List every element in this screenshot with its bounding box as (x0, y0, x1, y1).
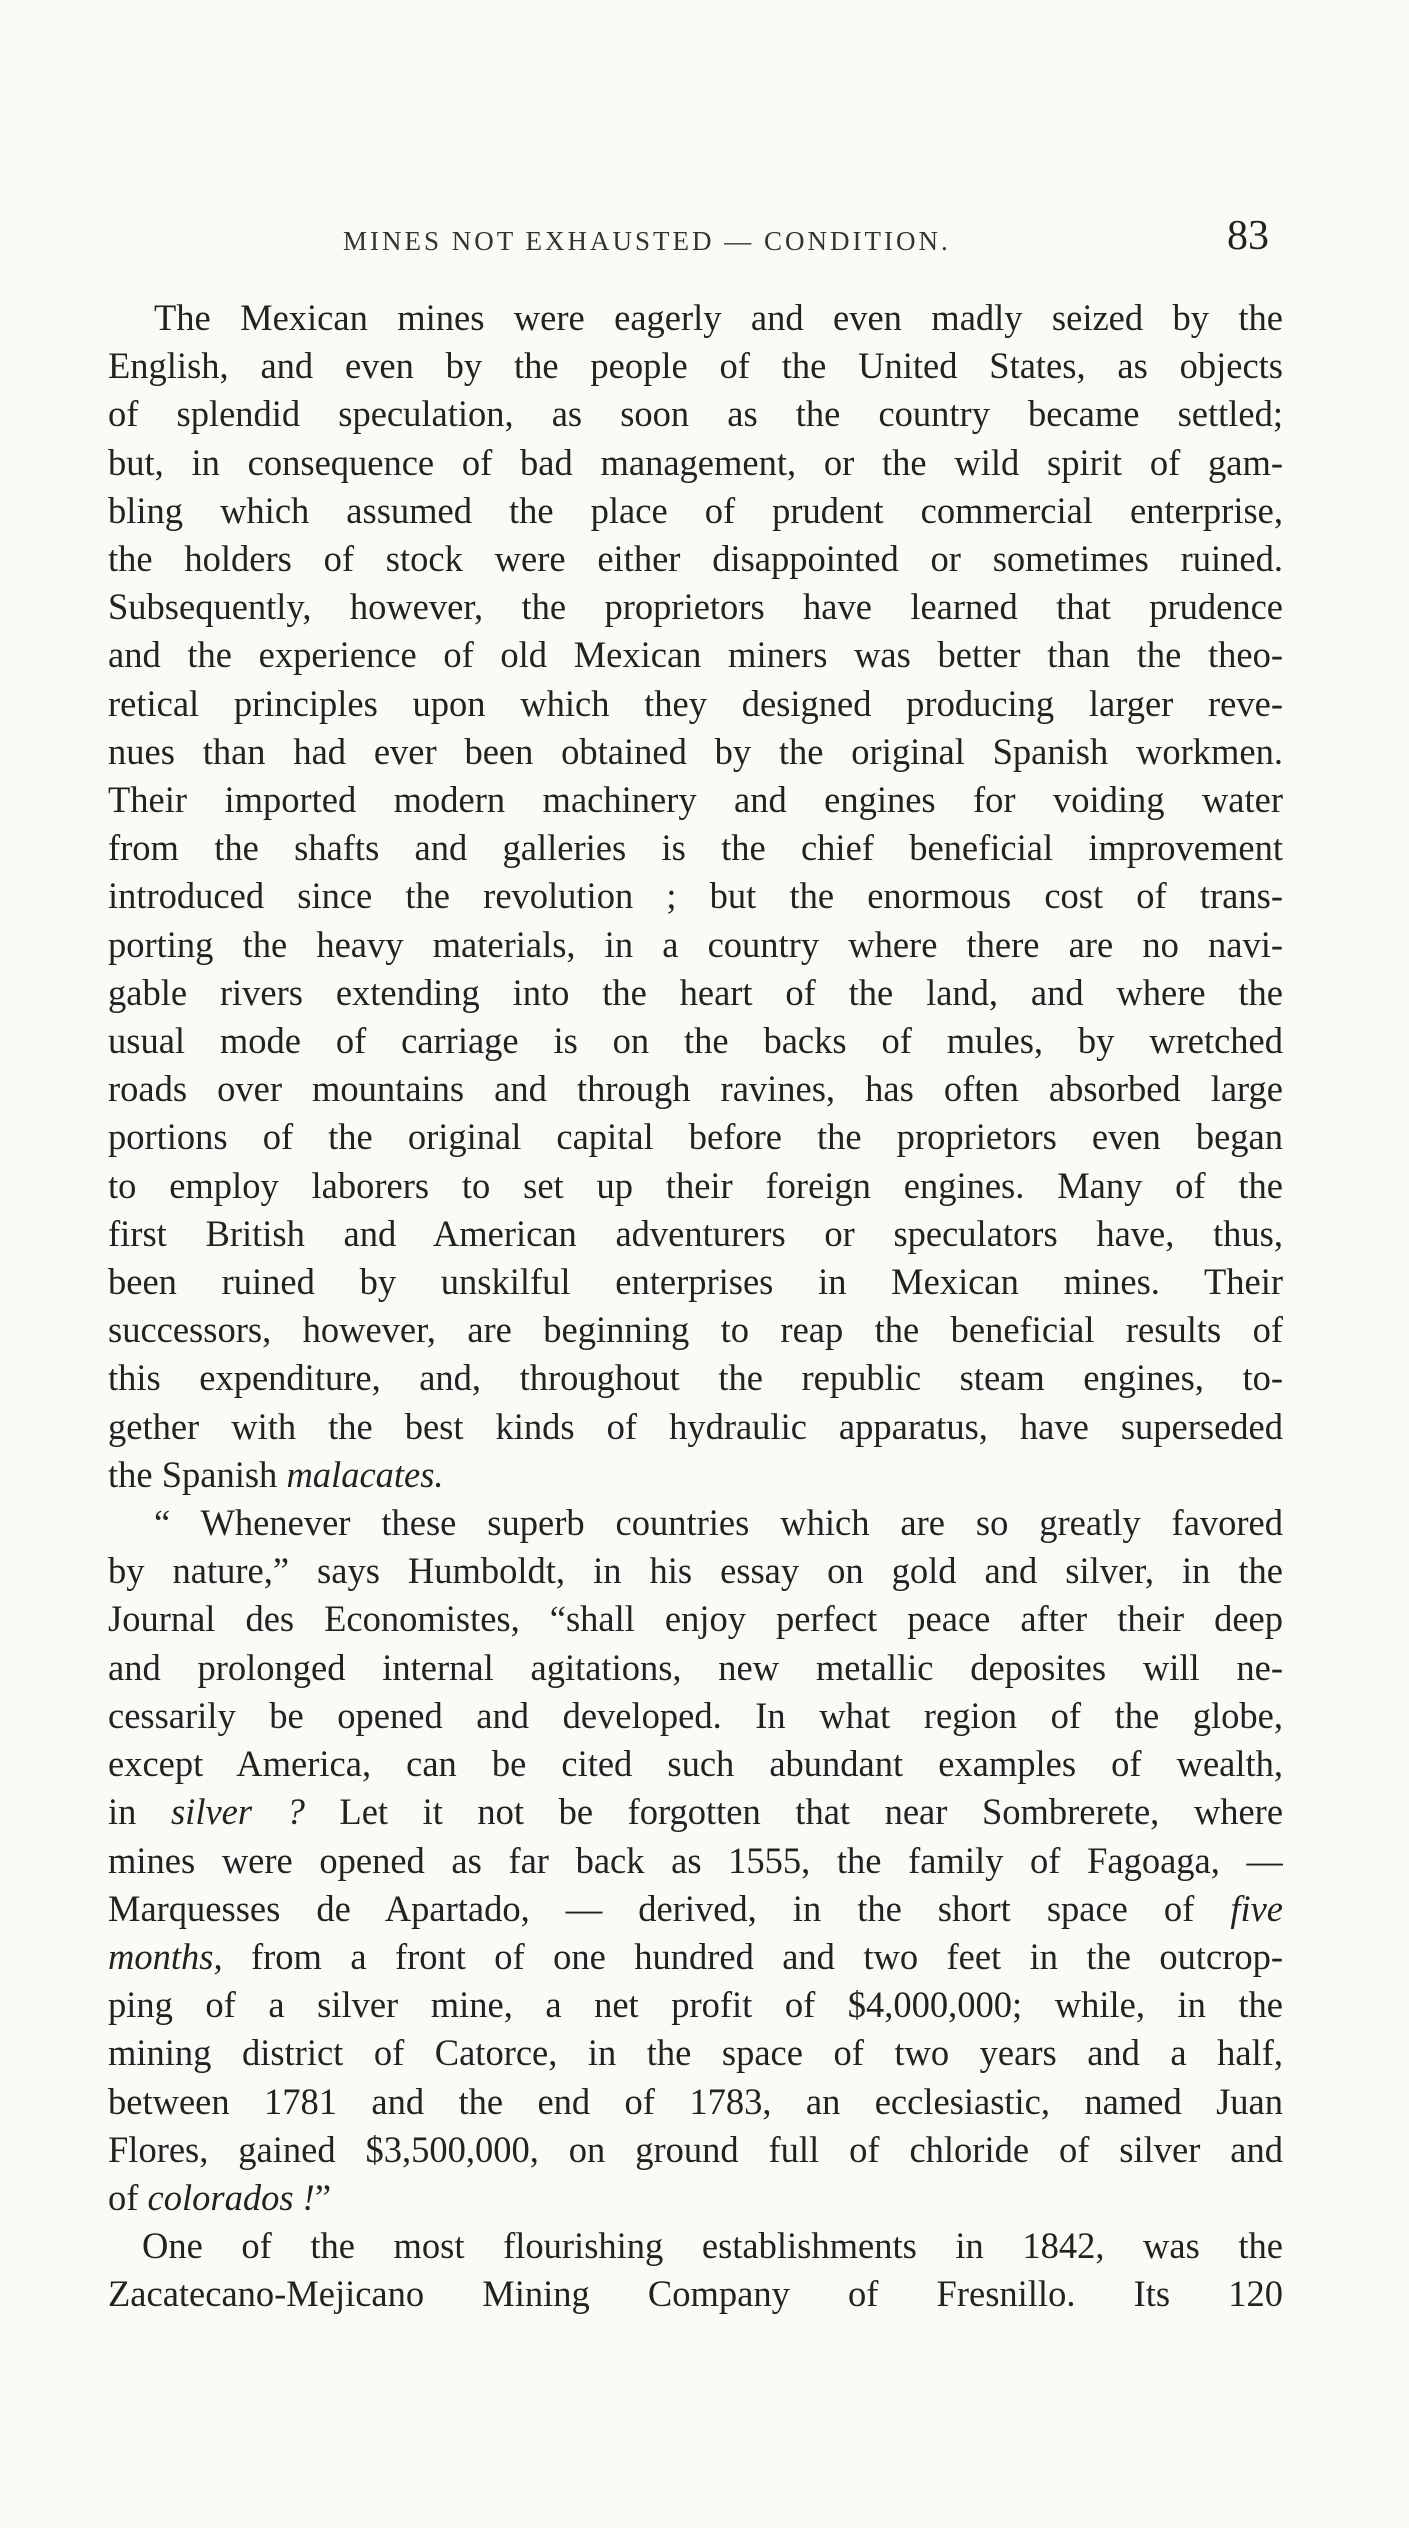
text-line: mines were opened as far back as 1555, the family of Fagoaga, — (108, 1839, 1283, 1881)
text-segment: Let it not be forgotten that near Sombrerete, where (339, 1791, 1283, 1833)
text-line: and prolonged internal agitations, new metallic deposites will ne- (108, 1646, 1283, 1688)
italic-term: months, (108, 1935, 223, 1977)
text-line: Zacatecano-Mejicano Mining Company of Fresnillo. Its 120 (108, 2273, 1283, 2315)
text-line: first British and American adventurers or speculators have, thus, (108, 1212, 1283, 1254)
text-line: introduced since the revolution ; but the enormous cost of trans- (108, 875, 1283, 917)
text-line: from the shafts and galleries is the chief beneficial improvement (108, 827, 1283, 869)
italic-term: malacates. (286, 1453, 444, 1495)
text-line: except America, can be cited such abundant examples of wealth, (108, 1743, 1283, 1785)
page-number: 83 (1227, 213, 1269, 259)
italic-term: silver ? (170, 1791, 305, 1833)
text-line: One of the most flourishing establishments in 1842, was the (142, 2225, 1283, 2267)
text-line: by nature,” says Humboldt, in his essay on gold and silver, in the (108, 1550, 1283, 1592)
text-segment: of (108, 2176, 139, 2218)
text-line: English, and even by the people of the United States, as objects (108, 345, 1283, 387)
text-segment: in (108, 1791, 137, 1833)
text-segment: Marquesses de Apartado, — derived, in the short space of (108, 1887, 1195, 1929)
text-line (108, 2174, 1283, 2222)
text-line (108, 1933, 1283, 1981)
text-line: of splendid speculation, as soon as the country became settled; (108, 393, 1283, 435)
closing-quote: ” (314, 2176, 332, 2218)
italic-term: five (1230, 1887, 1283, 1929)
text-line: been ruined by unskilful enterprises in Mexican mines. Their (108, 1261, 1283, 1303)
italic-term: colorados ! (147, 2176, 315, 2218)
text-line: Flores, gained $3,500,000, on ground full of chloride of silver and (108, 2128, 1283, 2170)
body-text (108, 294, 1283, 2319)
running-head-title: MINES NOT EXHAUSTED — CONDITION. (343, 226, 951, 256)
text-segment: the Spanish (108, 1453, 278, 1495)
text-line: gable rivers extending into the heart of the land, and where the (108, 971, 1283, 1013)
text-line: this expenditure, and, throughout the republic steam engines, to- (108, 1357, 1283, 1399)
text-line: ping of a silver mine, a net profit of $4,000,000; while, in the (108, 1984, 1283, 2026)
text-line: porting the heavy materials, in a country where there are no navi- (108, 923, 1283, 965)
text-line: successors, however, are beginning to reap the beneficial results of (108, 1309, 1283, 1351)
text-line (108, 1788, 1283, 1836)
text-line: The Mexican mines were eagerly and even madly seized by the (154, 297, 1283, 338)
text-segment: from a front of one hundred and two feet in the outcrop- (251, 1935, 1283, 1977)
text-line (108, 1885, 1283, 1933)
text-line: portions of the original capital before the proprietors even began (108, 1116, 1283, 1158)
text-line: retical principles upon which they designed producing larger reve- (108, 682, 1283, 724)
text-line: bling which assumed the place of prudent commercial enterprise, (108, 489, 1283, 531)
text-line: mining district of Catorce, in the space of two years and a half, (108, 2032, 1283, 2074)
text-line: cessarily be opened and developed. In what region of the globe, (108, 1694, 1283, 1736)
text-line: between 1781 and the end of 1783, an ecclesiastic, named Juan (108, 2080, 1283, 2122)
text-line: Journal des Economistes, “shall enjoy perfect peace after their deep (108, 1598, 1283, 1640)
text-line: “ Whenever these superb countries which are so greatly favored (154, 1502, 1283, 1544)
running-head (108, 212, 1283, 272)
text-line: Their imported modern machinery and engines for voiding water (108, 779, 1283, 821)
text-line: usual mode of carriage is on the backs of mules, by wretched (108, 1020, 1283, 1062)
text-line: the holders of stock were either disappointed or sometimes ruined. (108, 538, 1283, 580)
text-line: roads over mountains and through ravines, has often absorbed large (108, 1068, 1283, 1110)
text-line: and the experience of old Mexican miners was better than the theo- (108, 634, 1283, 676)
text-line: gether with the best kinds of hydraulic apparatus, have superseded (108, 1405, 1283, 1447)
text-line: to employ laborers to set up their foreign engines. Many of the (108, 1164, 1283, 1206)
text-line: Subsequently, however, the proprietors have learned that prudence (108, 586, 1283, 628)
text-line: nues than had ever been obtained by the original Spanish workmen. (108, 730, 1283, 772)
text-line (108, 1451, 1283, 1499)
text-line: but, in consequence of bad management, or the wild spirit of gam- (108, 441, 1283, 483)
